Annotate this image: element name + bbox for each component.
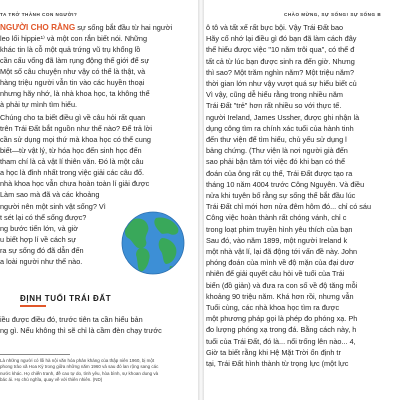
text-line: trên Trái Đất bắt nguồn như thế nào? Để trả lời [0, 124, 153, 133]
text-line: đo lượng phóng xạ trong đá. Bằng cách này, h [206, 325, 357, 335]
book-gutter [198, 0, 204, 400]
text-line: biết—từ vật lý, từ hóa học đến sinh học đến [0, 146, 142, 155]
text-line: biển (đồ giản) và đưa ra con số về độ tăng mỗi [206, 280, 358, 290]
text-line: Trái Đất chỉ mới hơn nửa đêm hôm đó... chỉ có sáu [206, 202, 372, 212]
text-line: thì sao? Một trăm nghìn năm? Một triệu năm? [206, 67, 355, 77]
text-line: t sét lại có thể sống được? [0, 213, 87, 222]
text-line: khác tin là cỗ một quả trứng vũ trụ khổng lồ [0, 45, 141, 54]
text-line: một nhà vật lí, lại đã động tới vấn đề này. John [206, 247, 358, 256]
text-line: Tuổi cùng, các nhà khoa học tìm ra được [206, 303, 340, 312]
text-line: người nên một sinh vật sống? Vì [0, 202, 106, 211]
text-line: ra sự sống đó đã dẫn đến [0, 246, 84, 255]
text-line: iều được điều đó, trước tiên ta cần hiểu bản [0, 315, 143, 324]
text-line: bảng chứng. (Thư viện là nơi người già đến [206, 146, 348, 156]
text-line: phóng đoán của mình về độ mặn của đại dươ [206, 258, 355, 268]
text-line: leo lối hippie¹⁾ và một con rắn biết nói. Những [0, 34, 148, 43]
text-line: thời gian lớn như vậy vượt quá sự hiểu biết củ [206, 79, 357, 88]
right-running-head: CHÀO MỪNG, SỰ SỐNG! SỰ SỐNG B [284, 12, 382, 17]
text-line: tháng 10 năm 4004 trước Công Nguyên. Và điều [206, 179, 365, 189]
text-line: cần cấu vống đã làm rụng động thế giới để sự [0, 56, 150, 65]
text-line: ng gì. Nếu không thì sẽ chỉ là cầm đèn chạy trước [0, 326, 162, 335]
text-line: ô tô và tất xế rất bực bội. Vậy Trái Đất bao [206, 23, 344, 32]
text-line: Công việc hoàn thành rất chóng vánh, chỉ c [206, 213, 347, 223]
footnote: Là những người có lối hà nội văn hóa phản kháng của thập niên 1960, bị một phong trào xã Hoa Kỳ trong giữa những năm 1960 và sau đó lan rộng sang các nước khác. Họ chiến tranh, đề cao tự do, tình yêu, hòa bình, sự khoan dung và bác ái. Họ chủ nghĩa, quay về với thiên nhiên. (ND) [0, 358, 159, 383]
text-line: cần sử dụng mọi thứ mà khoa học có thể cung [0, 135, 151, 144]
text-line: tại, Trái Đất hình thành từ trọng lực (một lực [206, 359, 349, 368]
text-line: Trái Đất "trẻ" hơn rất nhiều so với thực tế. [206, 101, 342, 111]
left-running-head: TA TRỞ THÀNH CON NGƯỜI? [0, 12, 78, 17]
footnote-divider [0, 354, 70, 355]
text-line: Sau đó, vào năm 1899, một người Ireland k [206, 235, 348, 245]
text-line: u biết hợp lí về cách sự [0, 235, 77, 244]
text-line: Hãy cố nhớ lại điều gì đó bạn đã làm cách đây [206, 34, 357, 44]
text-line: hàng triệu người vẫn tin vào các huyền thoại [0, 78, 145, 87]
section-heading: ĐỊNH TUỔI TRÁI ĐẤT [20, 294, 112, 303]
text-line: khoảng 90 triệu năm. Khá hơn rồi, nhưng vẫn [206, 291, 354, 301]
text-line: đến thư viện để tìm hiểu, chủ yếu sử dụng l [206, 135, 347, 144]
text-line: nhà khoa học vẫn chưa hoàn toàn lí giải được [0, 179, 150, 188]
text-line: Một số câu chuyện như vậy có thể là thật, và [0, 67, 146, 76]
text-line: Giờ ta biết rằng khi Hệ Mặt Trời ổn định tr [206, 347, 341, 357]
text-line: tham chí là cả vật lí thiên văn. Đó là một câu [0, 157, 144, 166]
earth-globe-icon [118, 208, 188, 278]
text-line: Làm sao mà đã và các khoảng [0, 190, 100, 199]
text-line: à phải tự mình tìm hiểu. [0, 100, 78, 109]
text-line: ng bước tiến lớn, và giờ [0, 224, 79, 233]
text-line: thế hiểu được việc "10 năm trôi qua", có thể đ [206, 45, 355, 55]
text-line: dụng công tìm ra chính xác tuổi của hành tinh [206, 123, 354, 133]
text-line: a học là đỉnh nhất trong việc giải các câu đố. [0, 168, 145, 177]
right-page [206, 0, 400, 400]
text-line: Chúng cho ta biết điều gì về câu hỏi rất quan [0, 113, 146, 122]
text-line: trong loạt phim truyền hình yêu thích của bạn [206, 224, 353, 234]
text-line: nhưng hãy nhớ, là nhà khoa học, ta không thể [0, 89, 150, 98]
text-line: a loài người như thế nào. [0, 257, 83, 266]
text-line: người Ireland, James Ussher, được ghi nhận là [206, 112, 360, 122]
text-line: Vì vậy, cũng dễ hiểu rằng trong nhiều năm [206, 90, 343, 100]
lead-word: NGƯỜI CHO RẰNG [0, 23, 76, 32]
text-line: đoán của ông rất cụ thể, Trái Đất được tạo ra [206, 168, 353, 178]
text-line: NGƯỜI CHO RẰNG sự sống bắt đầu từ hai người [0, 23, 173, 32]
text-line: tất cả từ lúc bạn được sinh ra đến giờ. Nhưng [206, 56, 355, 66]
text-line: một phương pháp gọi là phép đo phóng xạ. Ph [206, 314, 358, 324]
text-line: nhiên để giải quyết câu hỏi về tuổi của Trái [206, 269, 345, 279]
heading-underline [20, 305, 46, 307]
text-line: nửa khi tuyên bố rằng sự sống thể bắt đầu lúc [206, 191, 356, 200]
text-line: sao phải bận tâm tới việc đó khi bạn có thể [206, 157, 346, 167]
text-line: tuổi của Trái Đất, đó là... nổi trống lên nào... 4, [206, 336, 356, 346]
left-page [0, 0, 196, 400]
